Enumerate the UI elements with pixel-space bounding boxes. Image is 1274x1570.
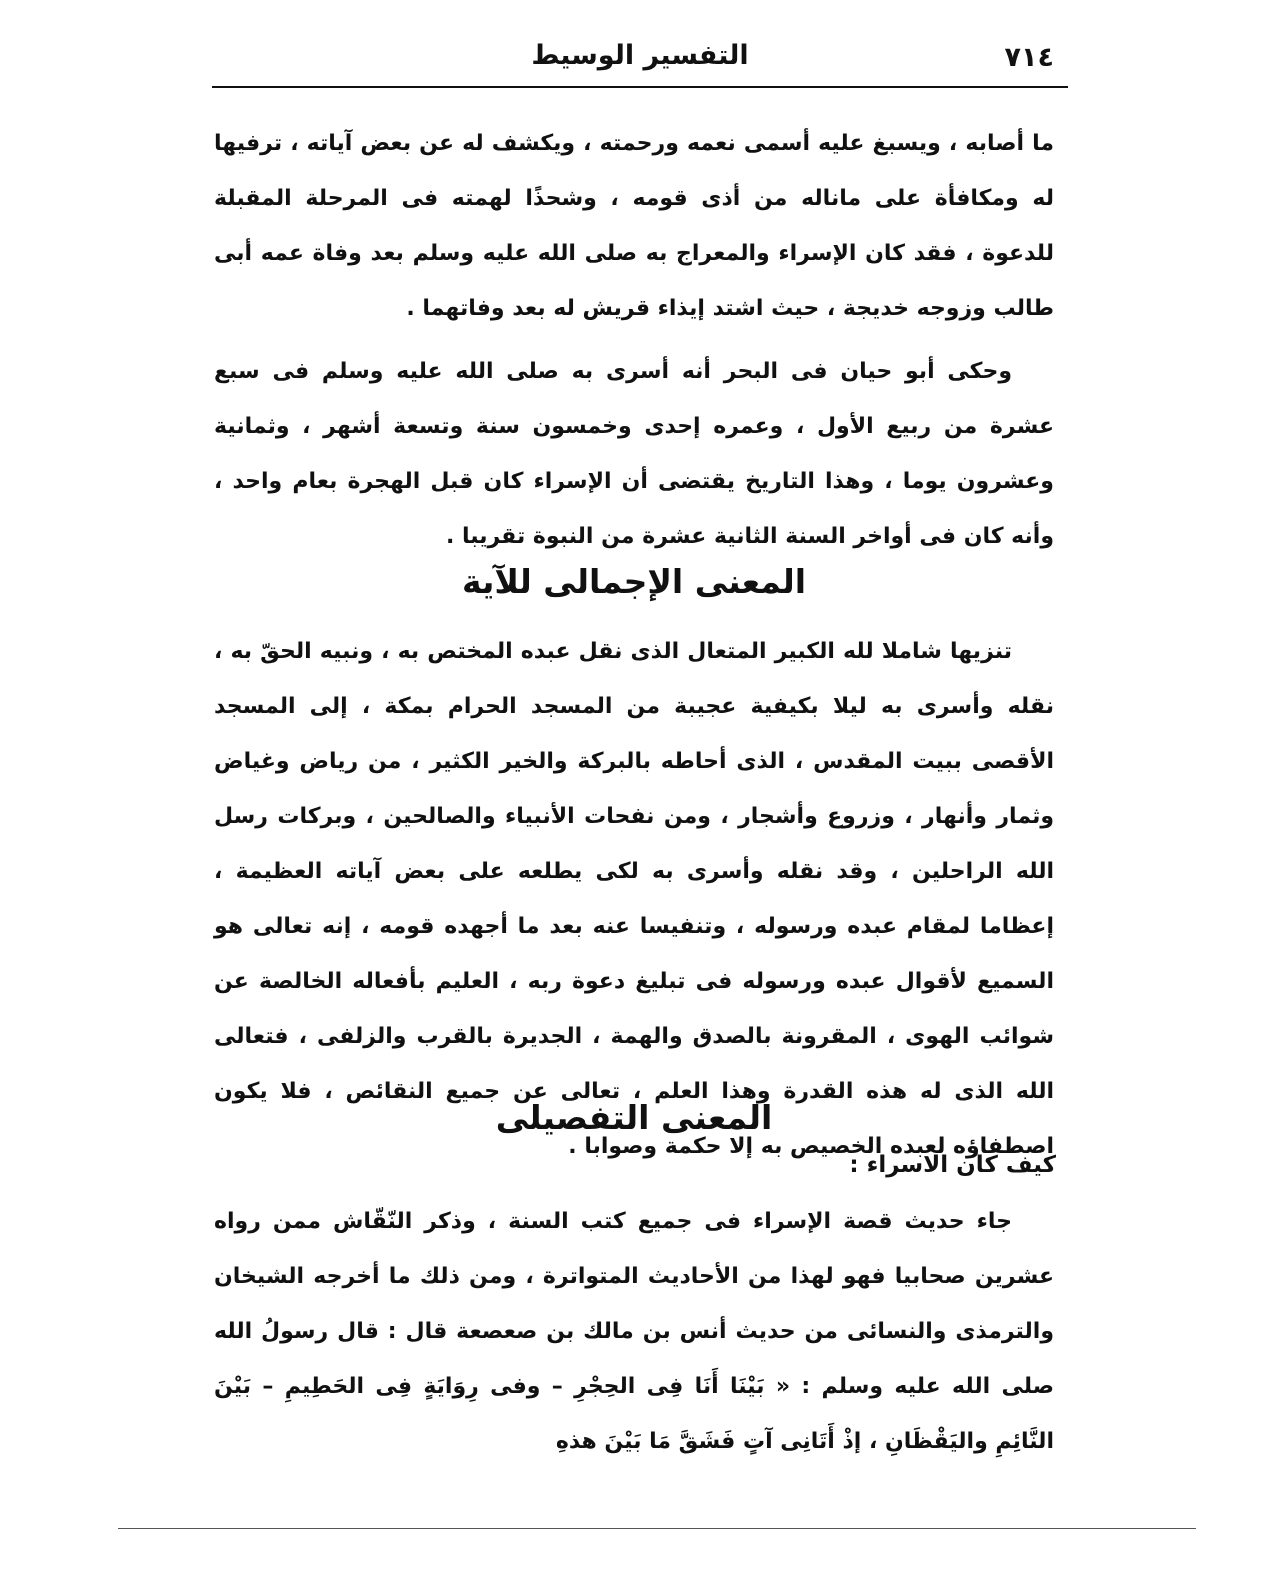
page-number: ٧١٤ xyxy=(1004,42,1054,73)
subheading-how-isra: كيف كان الاسراء : xyxy=(849,1152,1056,1178)
section-heading-summary: المعنى الإجمالى للآية xyxy=(461,562,807,601)
section-heading-detailed: المعنى التفصيلى xyxy=(495,1098,773,1137)
footer-divider xyxy=(118,1528,1196,1529)
paragraph-continuation: ما أصابه ، ويسبغ عليه أسمى نعمه ورحمته ، ويكشف له عن بعض آياته ، ترفيها له ومكافأة على ماناله من أذى قومه ، وشحذًا لهمته فى المرحلة المقبلة للدعوة ، فقد كان الإسراء والمعراج به صلى الله عليه وسلم بعد وفاة عمه أبى طالب وزوجه خديجة ، حيث اشتد إيذاء قريش له بعد وفاتهما . xyxy=(214,131,1054,321)
running-header xyxy=(212,38,1068,82)
paragraph-summary: تنزيها شاملا لله الكبير المتعال الذى نقل عبده المختص به ، ونبيه الحقّ به ، نقله وأسرى به ليلا بكيفية عجيبة من المسجد الحرام بمكة ، إلى المسجد الأقصى ببيت المقدس ، الذى أحاطه بالبركة والخير الكثير ، من رياض وغياض وثمار وأنهار ، وزروع وأشجار ، ومن نفحات الأنبياء والصالحين ، وبركات رسل الله الراحلين ، وقد نقله وأسرى به لكى يطلعه على بعض آياته العظيمة ، إعظاما لمقام عبده ورسوله ، وتنفيسا عنه بعد ما أجهده قومه ، إنه تعالى هو السميع لأقوال عبده ورسوله فى تبليغ دعوة ربه ، العليم بأفعاله الخالصة عن شوائب الهوى ، المقرونة بالصدق والهمة ، الجديرة بالقرب والزلفى ، فتعالى الله الذى له هذه القدرة وهذا العلم ، تعالى عن جميع النقائص ، فلا يكون اصطفاؤه لعبده الخصيص به إلا حكمة وصوابا . xyxy=(214,639,1054,1159)
header-divider xyxy=(212,86,1068,88)
book-title: التفسير الوسيط xyxy=(531,40,749,71)
paragraph-hadith: جاء حديث قصة الإسراء فى جميع كتب السنة ، وذكر النّقّاش ممن رواه عشرين صحابيا فهو لهذا من الأحاديث المتواترة ، ومن ذلك ما أخرجه الشيخان والترمذى والنسائى من حديث أنس بن مالك بن صعصعة قال : قال رسولُ الله صلى الله عليه وسلم : « بَيْنَا أَنَا فِى الحِجْرِ – وفى رِوَايَةٍ فِى الحَطِيمِ – بَيْنَ النَّائِمِ واليَقْظَانِ ، إذْ أَتَانِى آتٍ فَشَقَّ مَا بَيْنَ هذهِ xyxy=(214,1209,1054,1454)
paragraph-abu-hayyan: وحكى أبو حيان فى البحر أنه أسرى به صلى الله عليه وسلم فى سبع عشرة من ربيع الأول ، وعمره إحدى وخمسون سنة وتسعة أشهر ، وثمانية وعشرون يوما ، وهذا التاريخ يقتضى أن الإسراء كان قبل الهجرة بعام واحد ، وأنه كان فى أواخر السنة الثانية عشرة من النبوة تقريبا . xyxy=(214,359,1054,549)
